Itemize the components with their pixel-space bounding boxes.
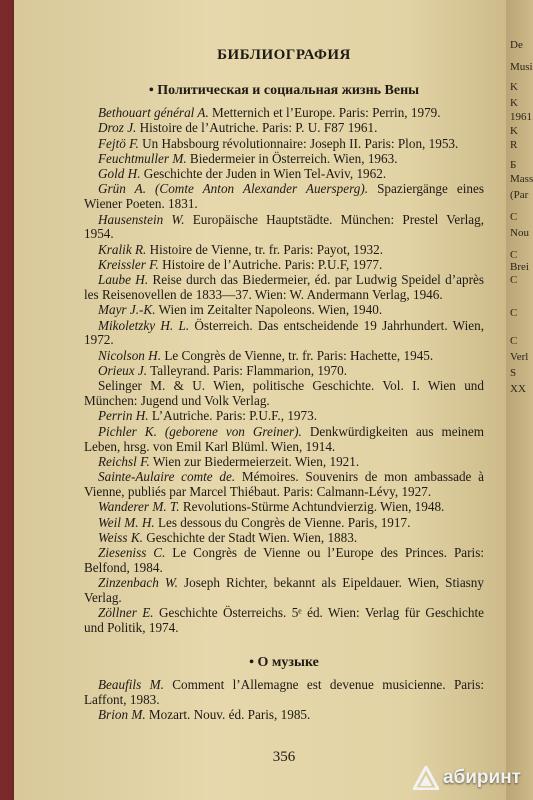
entry-author: Sainte-Aulaire comte de.	[98, 469, 236, 485]
entry-text: Les dessous du Congrès de Vienne. Paris, 1917.	[154, 514, 411, 530]
entry-author: Brion M.	[98, 706, 146, 722]
entry-author: Mikoletzky H. L.	[98, 317, 190, 333]
bibliography-entry	[84, 576, 484, 606]
adjacent-page-fragment: K	[510, 125, 518, 137]
entry-author: Droz J.	[98, 120, 137, 136]
section-heading-music: • О музыке	[249, 654, 319, 670]
page-number: 356	[272, 749, 296, 765]
entry-text: Wien im Zeitalter Napoleons. Wien, 1940.	[155, 302, 383, 318]
bibliography-list-politics	[84, 106, 484, 636]
entry-author: Beaufils M.	[98, 676, 164, 692]
bibliography-entry	[84, 106, 484, 121]
bibliography-entry	[84, 167, 484, 182]
entry-author: Mayr J.-K.	[98, 302, 156, 318]
entry-author: Orieux J.	[98, 363, 148, 379]
page-title: БИБЛИОГРАФИЯ	[217, 47, 351, 63]
bibliography-entry	[84, 531, 484, 546]
watermark-text: абиринт	[442, 767, 521, 788]
bibliography-entry	[84, 349, 484, 364]
entry-text: Comment l’Allemagne est devenue musicienne. Paris: Laffont, 1983.	[84, 676, 484, 707]
entry-text: Biedermeier in Österreich. Wien, 1963.	[186, 150, 398, 166]
entry-author: Nicolson H.	[98, 347, 162, 363]
entry-author: Grün A. (Comte Anton Alexander Auersperg).	[98, 181, 369, 197]
adjacent-page-fragment: 1961	[510, 111, 532, 123]
bibliography-entry	[84, 121, 484, 136]
bibliography-entry	[84, 379, 484, 409]
entry-text: Europäische Hauptstädte. München: Prestel Verlag, 1954.	[84, 211, 484, 242]
entry-author: Perrin H.	[98, 408, 149, 424]
bibliography-entry	[84, 152, 484, 167]
bibliography-entry	[84, 319, 484, 349]
bibliography-entry	[84, 258, 484, 273]
entry-author: Weil M. H.	[98, 514, 155, 530]
entry-text: Histoire de Vienne, tr. fr. Paris: Payot, 1932.	[146, 241, 384, 257]
entry-author: Kralik R.	[98, 241, 147, 257]
entry-author: Zieseniss C.	[98, 545, 166, 561]
entry-text: Talleyrand. Paris: Flammarion, 1970.	[147, 363, 347, 379]
bibliography-entry	[84, 516, 484, 531]
entry-text: Le Congrès de Vienne ou l’Europe des Princes. Paris: Belfond, 1984.	[84, 545, 485, 575]
entry-author: Fejtö F.	[98, 135, 139, 151]
adjacent-page-fragment: C	[510, 249, 518, 261]
entry-author: Weiss K.	[98, 529, 143, 545]
entry-text: Metternich et l’Europe. Paris: Perrin, 1979.	[208, 105, 441, 120]
adjacent-page-edge	[506, 0, 533, 800]
adjacent-page-fragment: R	[510, 139, 518, 151]
entry-author: Zöllner E.	[98, 605, 154, 621]
adjacent-page-fragment: Nou	[510, 227, 529, 239]
adjacent-page-fragment: Verl	[510, 351, 529, 363]
entry-text: Österreich. Das entscheidende 19 Jahrhundert. Wien, 1972.	[84, 317, 485, 348]
entry-text: Mozart. Nouv. éd. Paris, 1985.	[145, 706, 311, 722]
entry-text: Denkwürdigkeiten aus meinem Leben, hrsg. von Emil Karl Blüml. Wien, 1914.	[84, 423, 484, 454]
entry-text: Histoire de l’Autriche. Paris: P.U.F, 1977.	[158, 256, 383, 272]
entry-author: Wanderer M. T.	[98, 499, 180, 515]
adjacent-page-fragment: C	[510, 274, 518, 286]
entry-text: Mémoires. Souvenirs de mon ambassade à Vienne, publiés par Marcel Thiébaut. Paris: Calmann-Lévy, 1927.	[84, 469, 484, 499]
entry-text: Wien zur Biedermeierzeit. Wien, 1921.	[149, 453, 360, 469]
bibliography-entry	[84, 425, 484, 455]
adjacent-page-fragment: Brei	[510, 261, 529, 273]
entry-text: Reise durch das Biedermeier, éd. par Ludwig Speidel d’après les Reisenovellen de 1833—37. Wien: W. Andermann Verlag, 1946.	[84, 272, 484, 303]
bibliography-entry	[84, 500, 484, 515]
entry-author: Pichler K. (geborene von Greiner).	[98, 423, 302, 439]
entry-text: Geschichte der Stadt Wien. Wien, 1883.	[142, 529, 358, 545]
adjacent-page-fragment: S	[510, 367, 517, 379]
adjacent-page-fragment: Б	[510, 159, 517, 171]
entry-text: Le Congrès de Vienne, tr. fr. Paris: Hachette, 1945.	[161, 347, 434, 363]
bibliography-entry	[84, 546, 484, 576]
bibliography-entry	[84, 243, 484, 258]
page-content	[84, 46, 485, 765]
entry-author: Kreissler F.	[98, 256, 159, 272]
bibliography-entry	[84, 273, 484, 303]
entry-author: Hausenstein W.	[98, 211, 185, 227]
adjacent-page-fragment: K	[510, 81, 518, 93]
entry-text: Spaziergänge eines Wiener Poeten. 1831.	[84, 181, 484, 212]
entry-text: L’Autriche. Paris: P.U.F., 1973.	[148, 408, 317, 424]
bibliography-entry	[84, 213, 484, 243]
entry-author: Bethouart général A.	[98, 105, 209, 120]
bibliography-entry	[84, 364, 484, 379]
entry-text: Selinger M. & U. Wien, politische Geschichte. Vol. I. Wien und München: Jugend und Volk Verlag.	[84, 378, 484, 409]
entry-author: Gold H.	[98, 166, 141, 182]
adjacent-page-fragment: Mass	[510, 173, 533, 185]
adjacent-page-fragment: De	[510, 39, 523, 51]
bibliography-entry	[84, 137, 484, 152]
labyrinth-logo-icon	[413, 766, 439, 790]
book-page	[14, 0, 506, 800]
entry-author: Laube H.	[98, 272, 149, 288]
bibliography-entry	[84, 708, 484, 723]
bibliography-entry	[84, 455, 484, 470]
bibliography-list-music	[84, 678, 484, 723]
adjacent-page-fragment: K	[510, 97, 518, 109]
bibliography-entry	[84, 678, 484, 708]
bibliography-entry	[84, 470, 484, 500]
adjacent-page-fragment: XX	[510, 383, 526, 395]
entry-text: Joseph Richter, bekannt als Eipeldauer. Wien, Stiasny Verlag.	[84, 575, 484, 605]
entry-text: Geschichte der Juden in Wien Tel-Aviv, 1962.	[140, 166, 387, 182]
entry-author: Reichsl F.	[98, 453, 150, 469]
bibliography-entry	[84, 182, 484, 212]
entry-text: Un Habsbourg révolutionnaire: Joseph II. Paris: Plon, 1953.	[138, 135, 459, 151]
adjacent-page-fragment: (Par	[510, 189, 529, 201]
section-heading-politics: • Политическая и социальная жизнь Вены	[148, 83, 420, 98]
bibliography-entry	[84, 606, 484, 636]
entry-author: Zinzenbach W.	[98, 575, 178, 591]
adjacent-page-fragment: C	[510, 211, 518, 223]
adjacent-page-fragment: Musi	[510, 61, 533, 73]
entry-text: Geschichte Österreichs. 5ᵉ éd. Wien: Verlag für Geschichte und Politik, 1974.	[84, 605, 485, 636]
bibliography-entry	[84, 303, 484, 318]
adjacent-page-fragment: C	[510, 335, 518, 347]
entry-text: Revolutions-Stürme Achtundvierzig. Wien, 1948.	[179, 499, 445, 515]
entry-text: Histoire de l’Autriche. Paris: P. U. F87 1961.	[136, 120, 378, 136]
adjacent-page-fragment: C	[510, 307, 518, 319]
entry-author: Feuchtmuller M.	[98, 150, 187, 166]
watermark	[413, 766, 521, 790]
bibliography-entry	[84, 409, 484, 424]
